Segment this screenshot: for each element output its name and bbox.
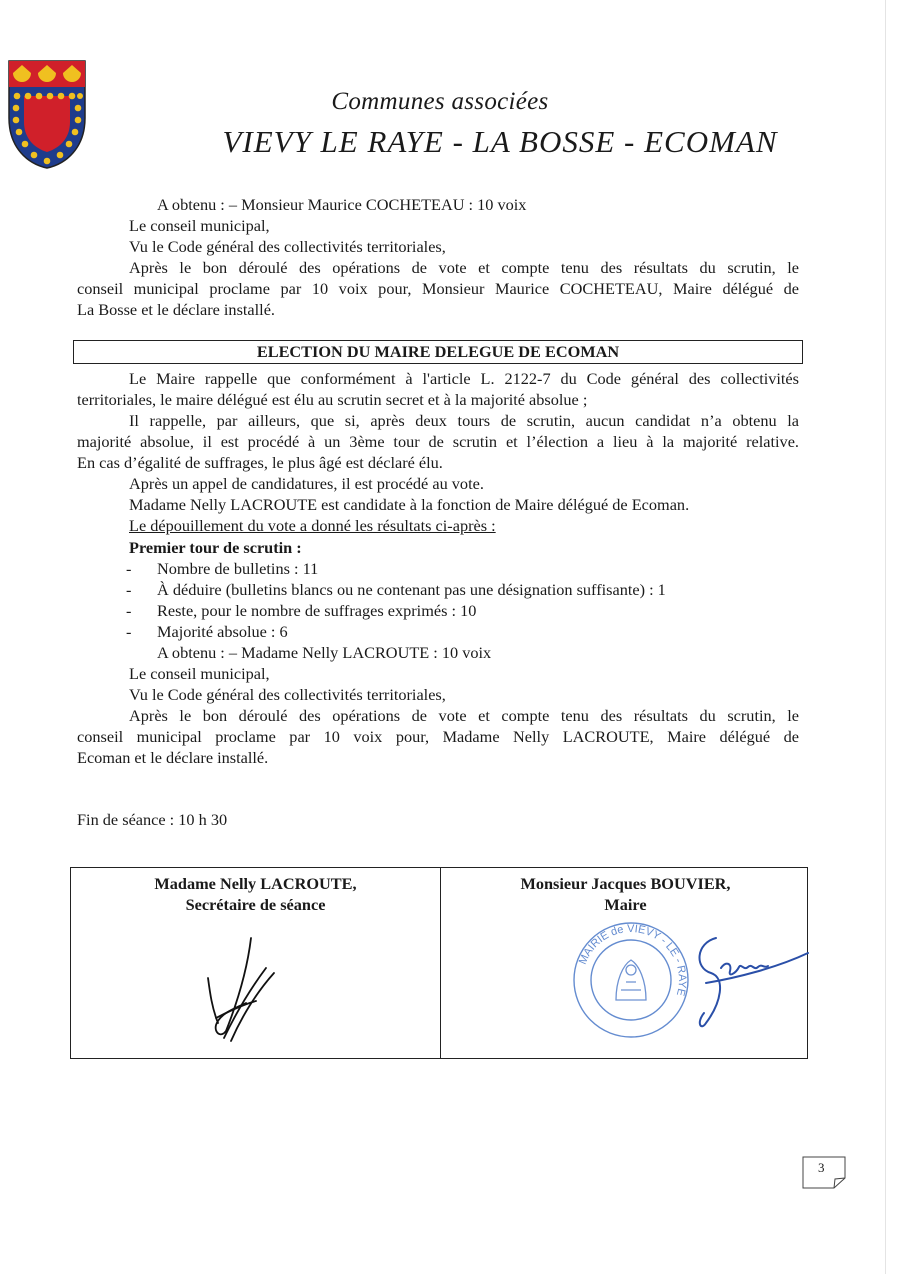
proclamation-line-1: Après le bon déroulé des opérations de vote et compte tenu des résultats du scrutin, le [129,258,799,277]
bullet-dash: - [126,559,132,578]
header-subtitle: Communes associées [331,88,549,115]
article-line-1: Le Maire rappelle que conformément à l'article L. 2122-7 du Code général des collectivités [129,369,799,388]
bullet-dash: - [126,580,132,599]
list-item: Majorité absolue : 6 [157,622,288,641]
page-number: 3 [818,1160,825,1175]
bullet-dash: - [126,601,132,620]
rule-line-1: Il rappelle, par ailleurs, que si, après deux tours de scrutin, aucun candidat n’a obtenu la [129,411,799,430]
final-proclamation-line-2: conseil municipal proclame par 10 voix pour, Madame Nelly LACROUTE, Maire délégué de [77,727,799,746]
first-round-heading: Premier tour de scrutin : [129,538,302,557]
mayor-name: Monsieur Jacques BOUVIER, [520,874,731,893]
appel-line: Après un appel de candidatures, il est procédé au vote. [129,474,484,493]
proclamation-line-2: conseil municipal proclame par 10 voix pour, Monsieur Maurice COCHETEAU, Maire délégué de [77,279,799,298]
secretary-signature [196,933,286,1043]
result-cocheteau: A obtenu : – Monsieur Maurice COCHETEAU : 10 voix [157,195,527,214]
mayor-signature [686,923,811,1033]
rule-line-3: En cas d’égalité de suffrages, le plus âgé est déclaré élu. [77,453,443,472]
proclamation-line-3: La Bosse et le déclare installé. [77,300,276,319]
rule-line-2: majorité absolue, il est procédé à un 3ème tour de scrutin et l’élection a lieu à la majorité relative. [77,432,799,451]
secretary-heading [71,873,440,915]
code-line: Vu le Code général des collectivités territoriales, [129,237,446,256]
secretary-name: Madame Nelly LACROUTE, [154,874,357,893]
result-lacroute: A obtenu : – Madame Nelly LACROUTE : 10 voix [157,643,492,662]
section-heading: ELECTION DU MAIRE DELEGUE DE ECOMAN [73,340,803,364]
bullet-dash: - [126,622,132,641]
council-line: Le conseil municipal, [129,216,270,235]
council-line-2: Le conseil municipal, [129,664,270,683]
mayor-role: Maire [604,895,647,914]
svg-text:MAIRIE de VIEVY - LE - RAYE [577,923,688,997]
header-title: VIEVY LE RAYE - LA BOSSE - ECOMAN [222,124,778,159]
town-hall-stamp [571,920,691,1040]
list-item: Nombre de bulletins : 11 [157,559,319,578]
candidate-line: Madame Nelly LACROUTE est candidate à la fonction de Maire délégué de Ecoman. [129,495,690,514]
final-proclamation-line-3: Ecoman et le déclare installé. [77,748,269,767]
secretary-role: Secrétaire de séance [185,895,326,914]
depouillement-line: Le dépouillement du vote a donné les résultats ci-après : [129,516,496,535]
final-proclamation-line-1: Après le bon déroulé des opérations de vote et compte tenu des résultats du scrutin, le [129,706,799,725]
code-line-2: Vu le Code général des collectivités territoriales, [129,685,446,704]
list-item: À déduire (bulletins blancs ou ne contenant pas une désignation suffisante) : 1 [157,580,666,599]
page-edge-line [885,0,886,1274]
stamp-text: MAIRIE de VIEVY - LE - RAYE [576,922,689,998]
signature-table [70,867,808,1059]
mayor-heading [441,873,810,915]
article-line-2: territoriales, le maire délégué est élu au scrutin secret et à la majorité absolue ; [77,390,588,409]
end-of-session: Fin de séance : 10 h 30 [77,810,228,829]
list-item: Reste, pour le nombre de suffrages exprimés : 10 [157,601,477,620]
